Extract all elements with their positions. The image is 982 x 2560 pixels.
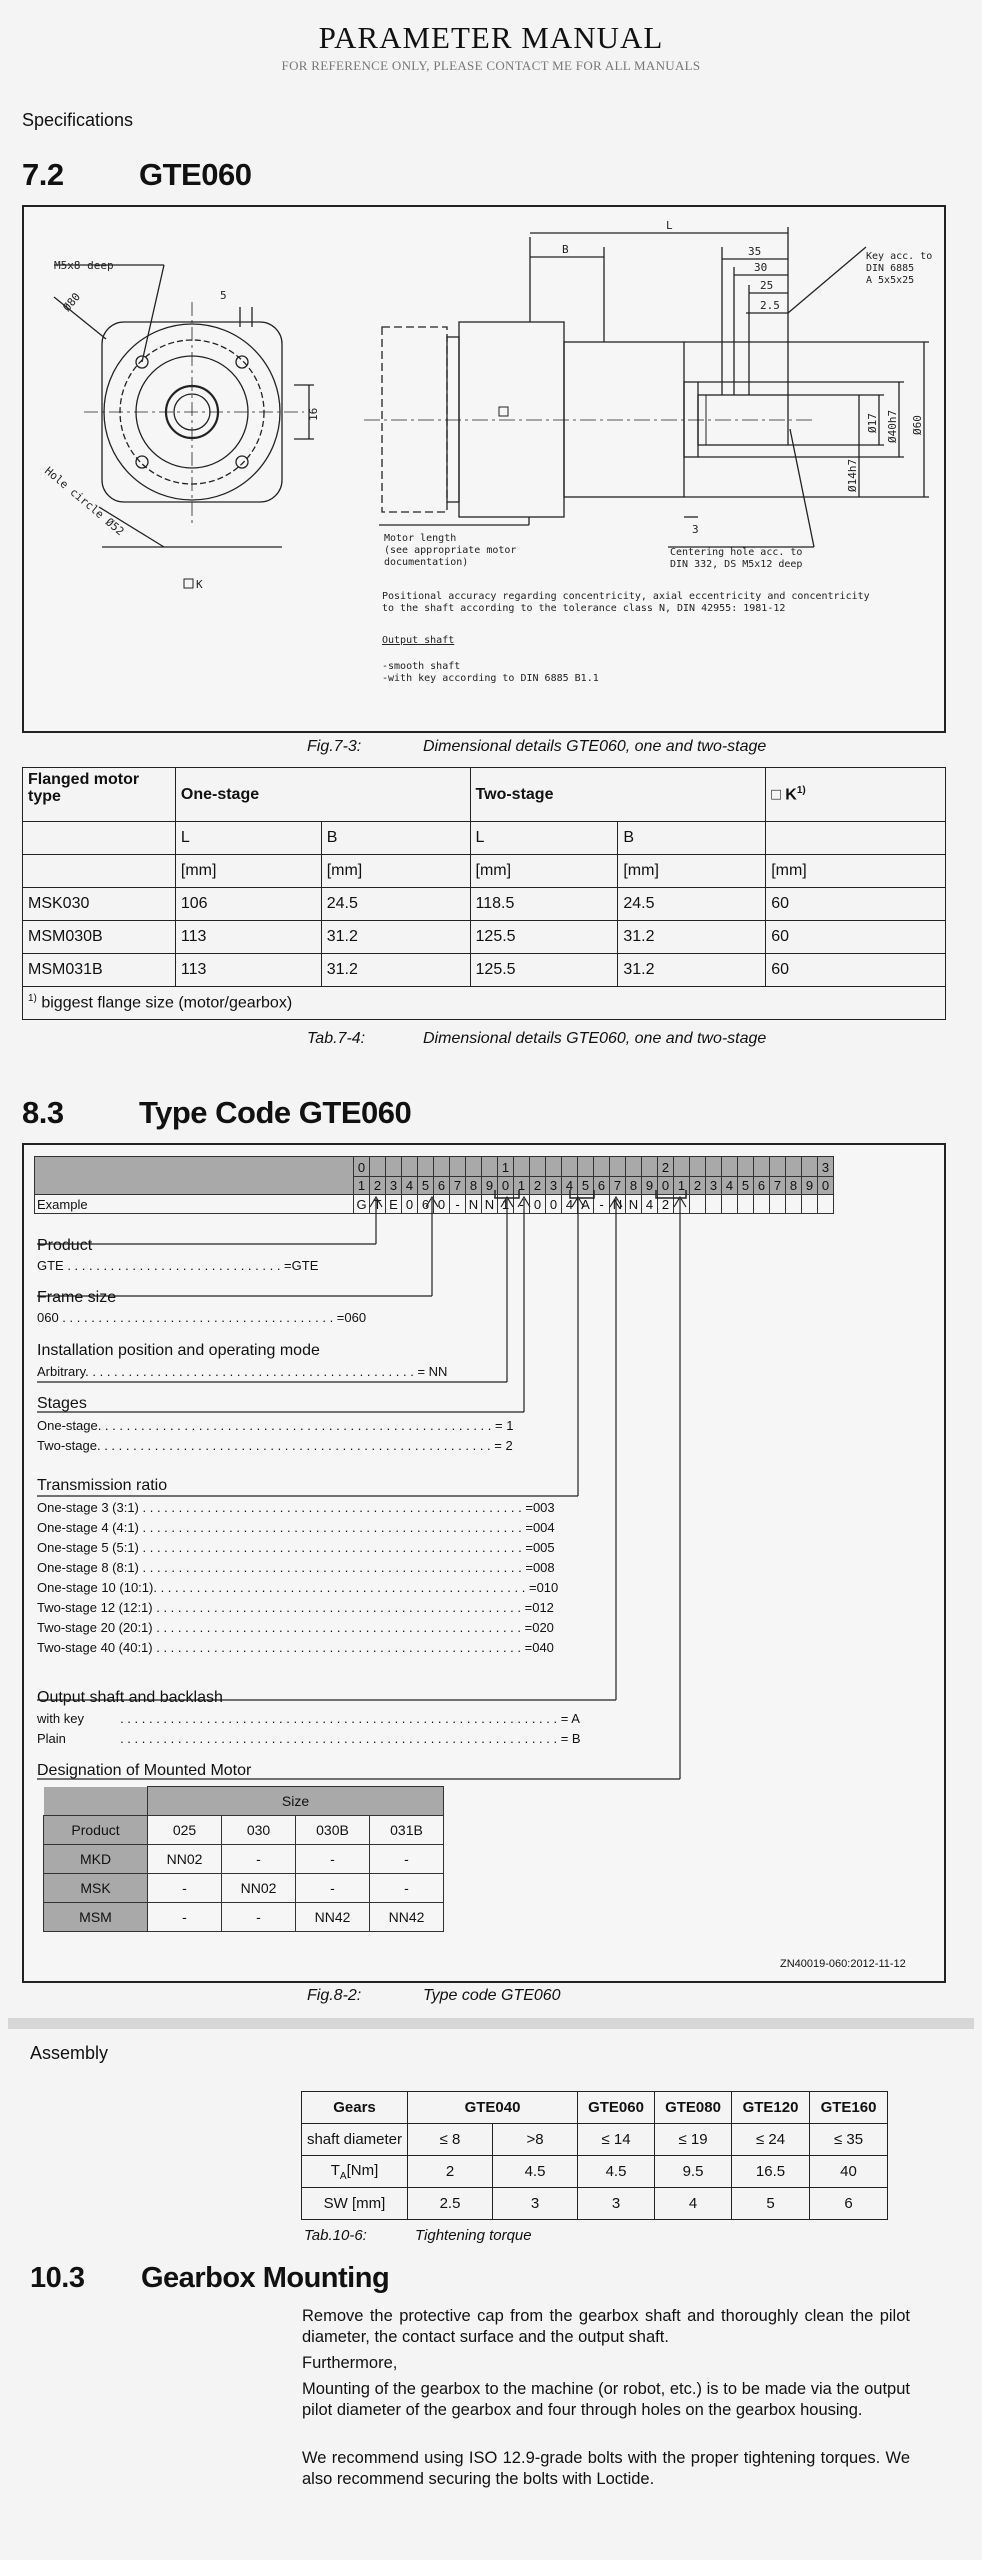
type-code-output-label: Output shaft and backlash — [37, 1689, 223, 1706]
type-code-stage-line: One-stage. . . . . . . . . . . . . . . . . . . . . . . . . . . . . . . . . . . . . . . . . . . . . . . . . . . . . . . = 1 — [37, 1418, 514, 1433]
cell: 2 — [408, 2156, 493, 2188]
caption-label: Tab.10-6: — [304, 2227, 367, 2244]
label-hole-circle: Hole circle Ø52 — [42, 464, 127, 539]
ta-unit: [Nm] — [346, 2161, 379, 2179]
type-code-install-line: Arbitrary. . . . . . . . . . . . . . . . . . . . . . . . . . . . . . . . . . . . . . . . . . . . . . = NN — [37, 1364, 448, 1379]
cell: NN42 — [370, 1903, 444, 1932]
digit-ones: 9 — [805, 1178, 814, 1193]
section-title: GTE060 — [139, 157, 252, 192]
leader-motor — [674, 1197, 686, 1779]
cell: NN42 — [296, 1903, 370, 1932]
digit-ones: 2 — [373, 1178, 382, 1193]
digit-tens: 0 — [354, 1158, 369, 1177]
header-k-sup: 1) — [796, 784, 806, 796]
footnote-text: biggest flange size (motor/gearbox) — [36, 994, 293, 1012]
type-code-product-line: GTE . . . . . . . . . . . . . . . . . . . . . . . . . . . . . . =GTE — [37, 1258, 319, 1273]
caption-text: Type code GTE060 — [423, 1987, 561, 2004]
type-code-frame-label: Frame size — [37, 1289, 117, 1306]
table-row — [302, 2124, 888, 2156]
leader-install — [501, 1197, 513, 1382]
cell: ≤ 35 — [810, 2124, 888, 2156]
document-id: ZN40019-060:2012-11-12 — [780, 1958, 906, 1970]
cell: 60 — [766, 921, 946, 954]
header-gears: Gears — [302, 2092, 408, 2124]
digit-ones: 6 — [597, 1178, 606, 1193]
specifications-label: Specifications — [22, 110, 134, 130]
label-sixteen: 16 — [307, 407, 320, 421]
ta-symbol: T — [330, 2161, 340, 2179]
cell: ≤ 14 — [578, 2124, 655, 2156]
caption-label: Fig.7-3: — [307, 738, 362, 755]
type-code-stage-line: Two-stage. . . . . . . . . . . . . . . . . . . . . . . . . . . . . . . . . . . . . . . . . . . . . . . . . . . . . . . = 2 — [37, 1438, 513, 1453]
unit-cell: [mm] — [766, 855, 946, 888]
header-gte040: GTE040 — [408, 2092, 578, 2124]
label-output-shaft: Output shaft — [382, 635, 455, 646]
example-code-cell: 0 — [546, 1195, 562, 1214]
digit-tens: 1 — [498, 1158, 513, 1177]
label-phi40: Ø40h7 — [886, 409, 899, 443]
label-with-key: -with key according to DIN 6885 B1.1 — [382, 673, 599, 684]
label-k-small: K — [196, 578, 203, 591]
table-row — [302, 2156, 888, 2188]
table-row — [44, 1874, 444, 1903]
type-code-install-label: Installation position and operating mode — [37, 1342, 320, 1359]
digit-ones: 8 — [789, 1178, 798, 1193]
cell: 6 — [810, 2188, 888, 2220]
cell: - — [222, 1903, 296, 1932]
caption-text: Dimensional details GTE060, one and two-stage — [423, 738, 767, 755]
cell: 31.2 — [321, 921, 470, 954]
label-centering-2: DIN 332, DS M5x12 deep — [670, 559, 803, 570]
unit-cell: [mm] — [175, 855, 321, 888]
digit-ones: 8 — [469, 1178, 478, 1193]
caption-label: Fig.8-2: — [307, 1987, 362, 2004]
cell: >8 — [493, 2124, 578, 2156]
example-code-cell: - — [514, 1195, 530, 1214]
table-row — [44, 1903, 444, 1932]
label-key: Key acc. to DIN 6885 A 5x5x25 — [866, 251, 933, 286]
header-gte160: GTE160 — [810, 2092, 888, 2124]
header-two-stage: Two-stage — [470, 768, 766, 822]
leader-frame — [426, 1197, 438, 1296]
type-code-stages-label: Stages — [37, 1395, 87, 1412]
header-gte120: GTE120 — [732, 2092, 810, 2124]
digit-ones: 4 — [405, 1178, 414, 1193]
cell: MSK030 — [23, 888, 176, 921]
cell: SW [mm] — [302, 2188, 408, 2220]
footnote-sup: 1) — [28, 993, 37, 1005]
cell: - — [370, 1845, 444, 1874]
digit-ones: 3 — [549, 1178, 558, 1193]
table-row — [302, 2188, 888, 2220]
section-title: Type Code GTE060 — [139, 1095, 412, 1130]
example-code-cell: A — [578, 1195, 594, 1214]
leader-product — [370, 1197, 382, 1244]
cell: 3 — [578, 2188, 655, 2220]
type-code-output-line: Plain . . . . . . . . . . . . . . . . . . . . . . . . . . . . . . . . . . . . . . . . . . . . . . . . . . . . . . . . . . . . . = B — [37, 1731, 581, 1746]
tightening-torque-table — [301, 2091, 888, 2220]
motor-header-cell: 025 — [148, 1816, 222, 1845]
cell: MSK — [44, 1874, 148, 1903]
type-code-ratio-line: Two-stage 20 (20:1) . . . . . . . . . . . . . . . . . . . . . . . . . . . . . . . . . . . . . . . . . . . . . . . . . . . =020 — [37, 1620, 554, 1635]
cell: 9.5 — [655, 2156, 732, 2188]
cell: MSM030B — [23, 921, 176, 954]
example-code-cell: 0 — [402, 1195, 418, 1214]
table-caption-10-6 — [304, 2227, 532, 2244]
cell: - — [296, 1845, 370, 1874]
cell: 31.2 — [618, 921, 766, 954]
example-code-cell: N — [626, 1195, 642, 1214]
digit-ones: 2 — [693, 1178, 702, 1193]
cell: shaft diameter — [302, 2124, 408, 2156]
digit-ones: 5 — [741, 1178, 750, 1193]
cell: NN02 — [148, 1845, 222, 1874]
cell: 125.5 — [470, 954, 618, 987]
cell: 5 — [732, 2188, 810, 2220]
paragraph: We recommend using ISO 12.9-grade bolts with the proper tightening torques. We also recommend securing the bolts with Loctide. — [302, 2449, 910, 2488]
cell: - — [370, 1874, 444, 1903]
example-code-cell: - — [450, 1195, 466, 1214]
motor-header-cell: Product — [44, 1816, 148, 1845]
cell: 125.5 — [470, 921, 618, 954]
label-phi60: Ø60 — [911, 415, 924, 435]
cell: MSM — [44, 1903, 148, 1932]
subheader-b-2: B — [618, 822, 766, 855]
caption-text: Dimensional details GTE060, one and two-stage — [423, 1030, 767, 1047]
subheader-l-1: L — [175, 822, 321, 855]
cell: - — [148, 1874, 222, 1903]
cell: 24.5 — [321, 888, 470, 921]
assembly-label: Assembly — [30, 2043, 109, 2063]
example-code-cell: 2 — [658, 1195, 674, 1214]
digit-ones: 6 — [757, 1178, 766, 1193]
example-code-cell: G — [354, 1195, 370, 1214]
size-header: Size — [148, 1787, 444, 1816]
digit-ones: 7 — [613, 1178, 622, 1193]
unit-cell: [mm] — [321, 855, 470, 888]
type-code-ratio-line: Two-stage 40 (40:1) . . . . . . . . . . . . . . . . . . . . . . . . . . . . . . . . . . . . . . . . . . . . . . . . . . . =040 — [37, 1640, 554, 1655]
label-phi17: Ø17 — [866, 413, 879, 433]
example-code-cell: N — [610, 1195, 626, 1214]
cell-torque-label — [302, 2156, 408, 2188]
label-phi14: Ø14h7 — [846, 458, 859, 492]
cell: 106 — [175, 888, 321, 921]
paragraph: Remove the protective cap from the gearbox shaft and thoroughly clean the pilot diameter, the contact surface and the output shaft. — [302, 2307, 910, 2346]
cell: MKD — [44, 1845, 148, 1874]
subheader-l-2: L — [470, 822, 618, 855]
cell: 113 — [175, 921, 321, 954]
type-code-ratio-label: Transmission ratio — [37, 1477, 168, 1494]
digit-ones: 7 — [453, 1178, 462, 1193]
label-motor-length-3: documentation) — [384, 557, 469, 568]
digit-ones: 3 — [389, 1178, 398, 1193]
type-code-ratio-line: One-stage 4 (4:1) . . . . . . . . . . . . . . . . . . . . . . . . . . . . . . . . . . . . . . . . . . . . . . . . . . . . . =004 — [37, 1520, 555, 1535]
digit-ones: 0 — [501, 1178, 510, 1193]
label-centering-1: Centering hole acc. to — [670, 547, 803, 558]
cell: - — [148, 1903, 222, 1932]
cell: MSM031B — [23, 954, 176, 987]
label-25: 25 — [760, 279, 774, 292]
leader-ratio — [572, 1197, 584, 1496]
figure-caption-8-2 — [307, 1987, 561, 2005]
example-code-cell: 4 — [642, 1195, 658, 1214]
digit-tens: 3 — [818, 1158, 833, 1177]
cell: - — [222, 1845, 296, 1874]
digit-ones: 8 — [629, 1178, 638, 1193]
cell: 4.5 — [493, 2156, 578, 2188]
example-code-cell: - — [594, 1195, 610, 1214]
digit-ones: 1 — [517, 1178, 526, 1193]
section-number: 8.3 — [22, 1095, 64, 1130]
cell: 24.5 — [618, 888, 766, 921]
example-code-cell: 0 — [530, 1195, 546, 1214]
cell: 60 — [766, 888, 946, 921]
document-title: PARAMETER MANUAL — [318, 20, 664, 55]
cell: - — [296, 1874, 370, 1903]
digit-ones: 6 — [437, 1178, 446, 1193]
header-gte080: GTE080 — [655, 2092, 732, 2124]
header-flanged-motor-type: Flanged motor type — [23, 768, 176, 822]
cell: ≤ 8 — [408, 2124, 493, 2156]
unit-cell: [mm] — [470, 855, 618, 888]
example-code-cell: N — [482, 1195, 498, 1214]
label-m5-deep: M5x8 deep — [54, 259, 114, 272]
cell: ≤ 24 — [732, 2124, 810, 2156]
type-code-motor-title: Designation of Mounted Motor — [37, 1762, 252, 1779]
label-phi80: Ø80 — [60, 290, 84, 314]
example-code-cell: E — [386, 1195, 402, 1214]
digit-ones: 9 — [645, 1178, 654, 1193]
label-accuracy-1: Positional accuracy regarding concentricity, axial eccentricity and concentricity — [382, 591, 870, 602]
cell: 3 — [493, 2188, 578, 2220]
digit-ones: 7 — [773, 1178, 782, 1193]
example-code-cell: 1 — [498, 1195, 514, 1214]
subheader-b-1: B — [321, 822, 470, 855]
cell: 60 — [766, 954, 946, 987]
label-accuracy-2: to the shaft according to the tolerance class N, DIN 42955: 1981-12 — [382, 603, 786, 614]
example-code-cell: 0 — [434, 1195, 450, 1214]
digit-ones: 4 — [725, 1178, 734, 1193]
digit-tens: 2 — [658, 1158, 673, 1177]
example-code-cell: 6 — [418, 1195, 434, 1214]
cell: 2.5 — [408, 2188, 493, 2220]
type-code-ratio-line: One-stage 5 (5:1) . . . . . . . . . . . . . . . . . . . . . . . . . . . . . . . . . . . . . . . . . . . . . . . . . . . . . =005 — [37, 1540, 555, 1555]
label-l: L — [666, 219, 673, 232]
cell: 16.5 — [732, 2156, 810, 2188]
section-number: 10.3 — [30, 2262, 85, 2294]
label-motor-length-1: Motor length — [384, 533, 457, 544]
type-code-frame-line: 060 . . . . . . . . . . . . . . . . . . . . . . . . . . . . . . . . . . . . . . =060 — [37, 1310, 367, 1325]
example-code-cell: T — [370, 1195, 386, 1214]
motor-header-cell: 031B — [370, 1816, 444, 1845]
label-five: 5 — [220, 289, 227, 302]
cell: ≤ 19 — [655, 2124, 732, 2156]
paragraph: Mounting of the gearbox to the machine (or robot, etc.) is to be made via the output pilot diameter of the gearbox and four through holes on the gearbox housing. — [302, 2380, 910, 2419]
label-35: 35 — [748, 245, 762, 258]
paragraph: Furthermore, — [302, 2354, 398, 2372]
digit-ones: 4 — [565, 1178, 574, 1193]
header-k-text: □ K — [771, 786, 797, 804]
type-code-ratio-line: Two-stage 12 (12:1) . . . . . . . . . . . . . . . . . . . . . . . . . . . . . . . . . . . . . . . . . . . . . . . . . . . =012 — [37, 1600, 554, 1615]
cell: 31.2 — [321, 954, 470, 987]
example-code-cell: 4 — [562, 1195, 578, 1214]
leader-stages — [518, 1197, 530, 1412]
label-motor-length-2: (see appropriate motor — [384, 545, 517, 556]
label-30: 30 — [754, 261, 768, 274]
ta-subscript: A — [339, 2170, 347, 2182]
cell: 118.5 — [470, 888, 618, 921]
type-code-ratio-line: One-stage 10 (10:1). . . . . . . . . . . . . . . . . . . . . . . . . . . . . . . . . . . . . . . . . . . . . . . . . . . . =010 — [37, 1580, 559, 1595]
label-smooth-shaft: -smooth shaft — [382, 661, 461, 672]
motor-header-cell: 030B — [296, 1816, 370, 1845]
header-gte060: GTE060 — [578, 2092, 655, 2124]
digit-ones: 1 — [677, 1178, 686, 1193]
page-divider — [8, 2018, 974, 2029]
digit-ones: 0 — [821, 1178, 830, 1193]
motor-header-cell: 030 — [222, 1816, 296, 1845]
digit-ones: 5 — [421, 1178, 430, 1193]
digit-ones: 3 — [709, 1178, 718, 1193]
cell: 31.2 — [618, 954, 766, 987]
section-heading-10-3 — [30, 2262, 389, 2295]
cell: 40 — [810, 2156, 888, 2188]
digit-ones: 0 — [661, 1178, 670, 1193]
section-number: 7.2 — [22, 157, 64, 192]
cell: 4 — [655, 2188, 732, 2220]
example-code-cell: N — [466, 1195, 482, 1214]
caption-text: Tightening torque — [415, 2227, 532, 2244]
cell: 4.5 — [578, 2156, 655, 2188]
section-title: Gearbox Mounting — [141, 2262, 390, 2294]
leader-output — [610, 1197, 622, 1700]
label-b: B — [562, 243, 569, 256]
digit-ones: 9 — [485, 1178, 494, 1193]
digit-ones: 1 — [357, 1178, 366, 1193]
example-label: Example — [35, 1195, 354, 1214]
caption-label: Tab.7-4: — [307, 1030, 366, 1047]
label-three: 3 — [692, 523, 699, 536]
type-code-output-line: with key . . . . . . . . . . . . . . . . . . . . . . . . . . . . . . . . . . . . . . . . . . . . . . . . . . . . . . . . . . . . . = A — [37, 1711, 580, 1726]
cell: NN02 — [222, 1874, 296, 1903]
label-2-5: 2.5 — [760, 299, 780, 312]
document-subtitle: FOR REFERENCE ONLY, PLEASE CONTACT ME FOR ALL MANUALS — [281, 58, 701, 73]
unit-cell: [mm] — [618, 855, 766, 888]
type-code-product-label: Product — [37, 1237, 93, 1254]
type-code-ratio-line: One-stage 3 (3:1) . . . . . . . . . . . . . . . . . . . . . . . . . . . . . . . . . . . . . . . . . . . . . . . . . . . . . =003 — [37, 1500, 555, 1515]
table-row — [44, 1845, 444, 1874]
digit-ones: 2 — [533, 1178, 542, 1193]
mounted-motor-table — [43, 1786, 444, 1932]
cell: 113 — [175, 954, 321, 987]
digit-ones: 5 — [581, 1178, 590, 1193]
header-one-stage: One-stage — [175, 768, 470, 822]
type-code-ratio-line: One-stage 8 (8:1) . . . . . . . . . . . . . . . . . . . . . . . . . . . . . . . . . . . . . . . . . . . . . . . . . . . . . =008 — [37, 1560, 555, 1575]
